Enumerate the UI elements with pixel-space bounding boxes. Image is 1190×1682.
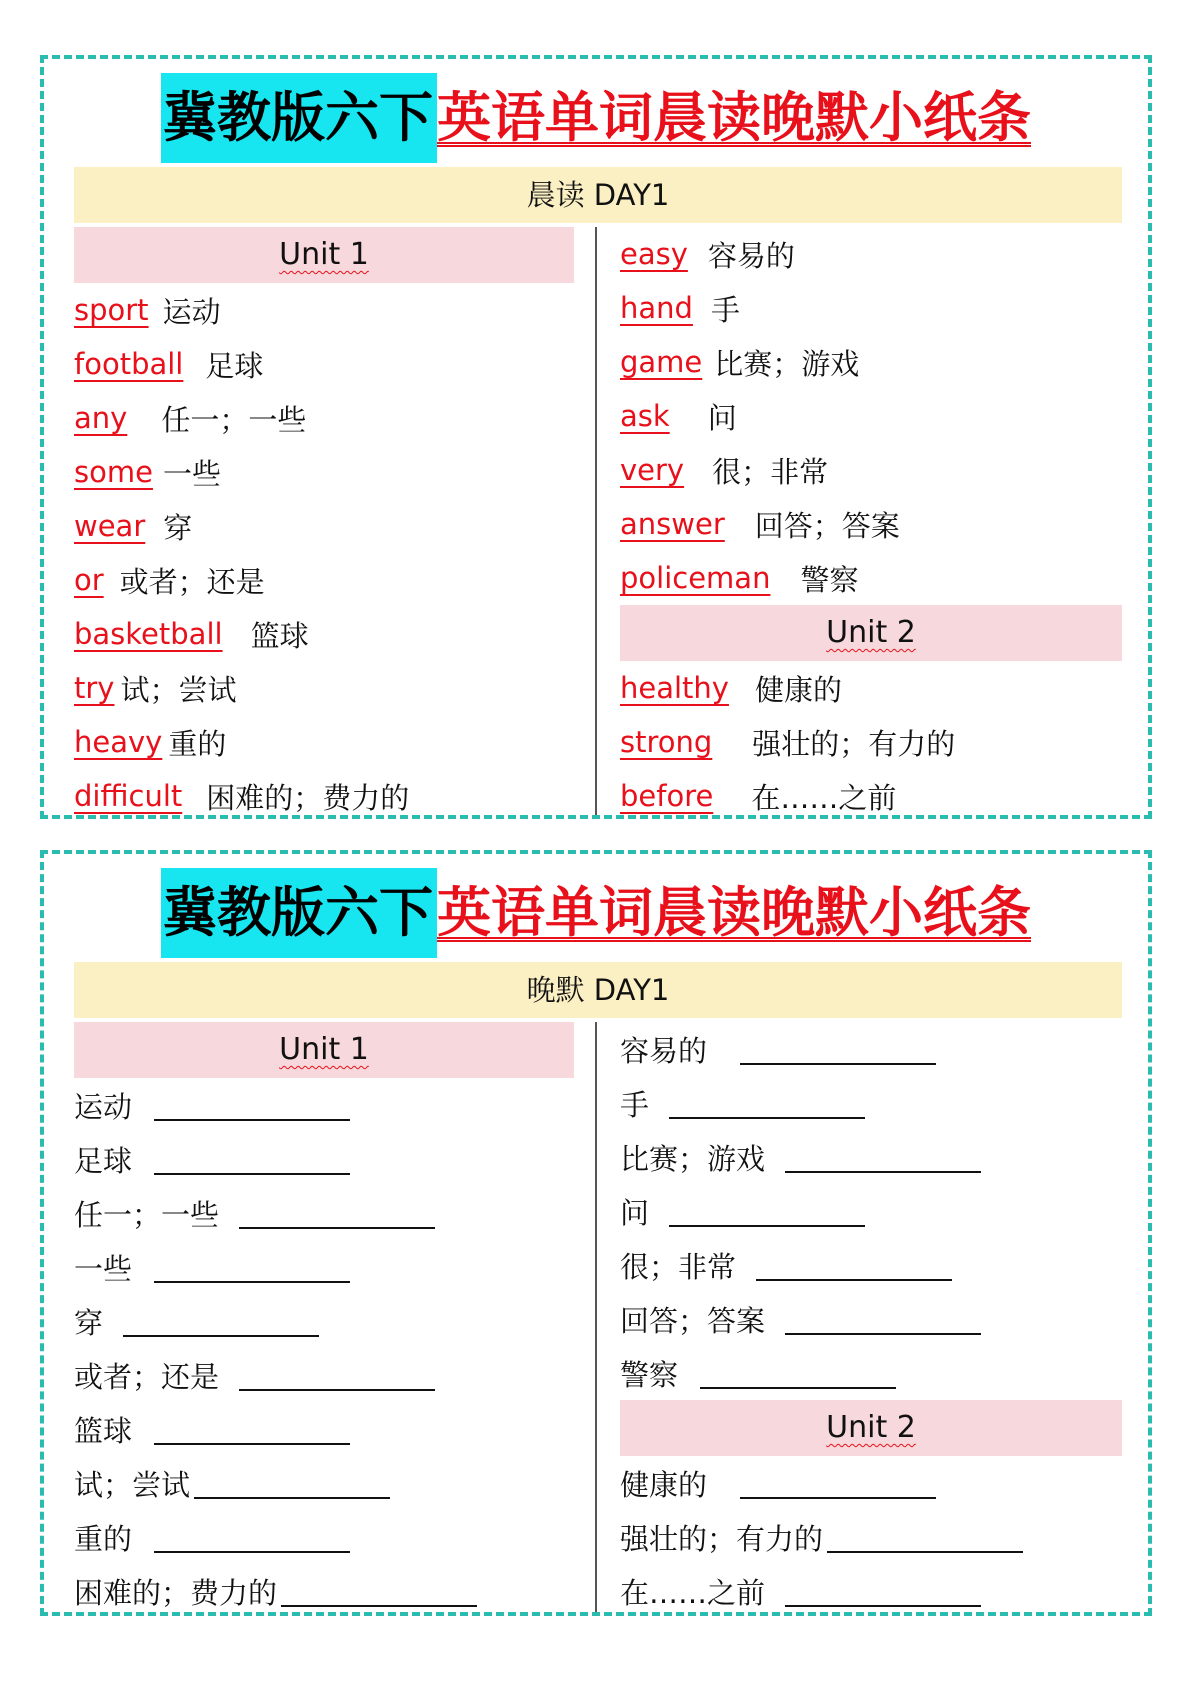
left-column (74, 1022, 574, 1618)
english-word: heavy (74, 725, 163, 759)
word-row (74, 391, 574, 445)
answer-blank[interactable] (669, 1087, 865, 1119)
english-word: very (620, 453, 685, 487)
answer-blank[interactable] (700, 1357, 896, 1389)
unit-header (74, 227, 574, 283)
chinese-prompt: 比赛；游戏 (620, 1141, 766, 1176)
dictation-row (620, 1076, 1122, 1130)
word-row (74, 553, 574, 607)
chinese-prompt: 回答；答案 (620, 1303, 766, 1338)
answer-blank[interactable] (154, 1089, 350, 1121)
answer-blank[interactable] (123, 1305, 319, 1337)
answer-blank[interactable] (785, 1303, 981, 1335)
dictation-row (74, 1402, 574, 1456)
word-row (620, 227, 1122, 281)
word-row (620, 443, 1122, 497)
morning-card (40, 55, 1152, 819)
english-word: answer (620, 507, 725, 541)
chinese-meaning: 在……之前 (751, 780, 897, 815)
word-row (74, 499, 574, 553)
answer-blank[interactable] (239, 1359, 435, 1391)
dictation-row (620, 1346, 1122, 1400)
dictation-row (74, 1510, 574, 1564)
dictation-row (620, 1292, 1122, 1346)
unit-header (74, 1022, 574, 1078)
chinese-meaning: 运动 (162, 294, 221, 329)
day-band: 晨读 DAY1 (74, 167, 1122, 223)
chinese-prompt: 在……之前 (620, 1575, 766, 1610)
chinese-meaning: 比赛；游戏 (714, 346, 860, 381)
english-word: sport (74, 293, 149, 327)
chinese-meaning: 任一；一些 (161, 402, 307, 437)
chinese-meaning: 困难的；费力的 (206, 780, 410, 815)
title-red: 英语单词晨读晚默小纸条 (437, 881, 1031, 944)
answer-blank[interactable] (154, 1413, 350, 1445)
chinese-prompt: 手 (620, 1087, 650, 1122)
english-word: try (74, 671, 115, 705)
unit-label: Unit 1 (279, 1032, 369, 1067)
word-row (620, 551, 1122, 605)
english-word: strong (620, 725, 713, 759)
dictation-row (620, 1022, 1122, 1076)
answer-blank[interactable] (154, 1251, 350, 1283)
answer-blank[interactable] (194, 1467, 390, 1499)
word-row (620, 769, 1122, 823)
dictation-row (74, 1294, 574, 1348)
title-highlight: 冀教版六下 (161, 73, 437, 163)
word-row (74, 445, 574, 499)
dictation-row (74, 1132, 574, 1186)
chinese-meaning: 强壮的；有力的 (752, 726, 956, 761)
word-row (74, 769, 574, 823)
chinese-prompt: 足球 (74, 1143, 133, 1178)
right-column (620, 1022, 1122, 1618)
chinese-prompt: 强壮的；有力的 (620, 1521, 824, 1556)
dictation-row (620, 1130, 1122, 1184)
answer-blank[interactable] (239, 1197, 435, 1229)
unit-label: Unit 2 (826, 1410, 916, 1445)
dictation-row (74, 1564, 574, 1618)
chinese-prompt: 篮球 (74, 1413, 133, 1448)
word-row (74, 607, 574, 661)
word-row (74, 715, 574, 769)
answer-blank[interactable] (827, 1521, 1023, 1553)
chinese-meaning: 穿 (163, 510, 193, 545)
english-word: basketball (74, 617, 223, 651)
english-word: policeman (620, 561, 771, 595)
chinese-prompt: 一些 (74, 1251, 133, 1286)
chinese-meaning: 容易的 (707, 238, 795, 273)
word-row (74, 283, 574, 337)
day-band: 晚默 DAY1 (74, 962, 1122, 1018)
english-word: easy (620, 237, 688, 271)
word-row (74, 661, 574, 715)
chinese-meaning: 一些 (162, 456, 221, 491)
chinese-meaning: 手 (710, 292, 740, 327)
evening-card (40, 850, 1152, 1616)
chinese-meaning: 问 (707, 400, 737, 435)
chinese-prompt: 困难的；费力的 (74, 1575, 278, 1610)
english-word: game (620, 345, 703, 379)
chinese-meaning: 篮球 (250, 618, 309, 653)
dictation-row (620, 1238, 1122, 1292)
english-word: some (74, 455, 153, 489)
dictation-row (74, 1186, 574, 1240)
answer-blank[interactable] (740, 1033, 936, 1065)
answer-blank[interactable] (785, 1575, 981, 1607)
title-red: 英语单词晨读晚默小纸条 (437, 86, 1031, 149)
chinese-prompt: 问 (620, 1195, 650, 1230)
answer-blank[interactable] (154, 1521, 350, 1553)
word-row (620, 335, 1122, 389)
chinese-prompt: 健康的 (620, 1467, 708, 1502)
english-word: before (620, 779, 714, 813)
unit-header (620, 1400, 1122, 1456)
english-word: football (74, 347, 184, 381)
unit-header (620, 605, 1122, 661)
dictation-row (620, 1564, 1122, 1618)
word-row (620, 715, 1122, 769)
chinese-meaning: 试；尝试 (120, 672, 237, 707)
dictation-row (620, 1184, 1122, 1238)
chinese-meaning: 重的 (168, 726, 227, 761)
unit-label: Unit 2 (826, 615, 916, 650)
english-word: hand (620, 291, 693, 325)
english-word: difficult (74, 779, 183, 813)
chinese-meaning: 警察 (800, 562, 859, 597)
word-row (620, 281, 1122, 335)
chinese-prompt: 容易的 (620, 1033, 708, 1068)
chinese-prompt: 警察 (620, 1357, 679, 1392)
chinese-meaning: 回答；答案 (754, 508, 900, 543)
chinese-prompt: 或者；还是 (74, 1359, 220, 1394)
dictation-row (74, 1348, 574, 1402)
answer-blank[interactable] (785, 1141, 981, 1173)
word-row (620, 661, 1122, 715)
right-column (620, 227, 1122, 823)
unit-label: Unit 1 (279, 237, 369, 272)
chinese-prompt: 很；非常 (620, 1249, 737, 1284)
english-word: or (74, 563, 104, 597)
chinese-prompt: 任一；一些 (74, 1197, 220, 1232)
english-word: ask (620, 399, 670, 433)
chinese-prompt: 运动 (74, 1089, 133, 1124)
english-word: healthy (620, 671, 729, 705)
chinese-meaning: 很；非常 (712, 454, 829, 489)
answer-blank[interactable] (281, 1575, 477, 1607)
word-row (620, 497, 1122, 551)
title-highlight: 冀教版六下 (161, 868, 437, 958)
chinese-meaning: 或者；还是 (119, 564, 265, 599)
english-word: wear (74, 509, 146, 543)
chinese-prompt: 试；尝试 (74, 1467, 191, 1502)
page-title (44, 868, 1148, 958)
answer-blank[interactable] (154, 1143, 350, 1175)
answer-blank[interactable] (740, 1467, 936, 1499)
dictation-row (74, 1240, 574, 1294)
page-title (44, 73, 1148, 163)
word-row (74, 337, 574, 391)
word-row (620, 389, 1122, 443)
left-column (74, 227, 574, 823)
column-divider (595, 227, 597, 815)
english-word: any (74, 401, 128, 435)
dictation-row (74, 1456, 574, 1510)
dictation-row (620, 1456, 1122, 1510)
dictation-row (620, 1510, 1122, 1564)
chinese-meaning: 足球 (205, 348, 264, 383)
answer-blank[interactable] (669, 1195, 865, 1227)
chinese-prompt: 重的 (74, 1521, 133, 1556)
dictation-row (74, 1078, 574, 1132)
chinese-prompt: 穿 (74, 1305, 104, 1340)
chinese-meaning: 健康的 (754, 672, 842, 707)
answer-blank[interactable] (756, 1249, 952, 1281)
column-divider (595, 1022, 597, 1612)
